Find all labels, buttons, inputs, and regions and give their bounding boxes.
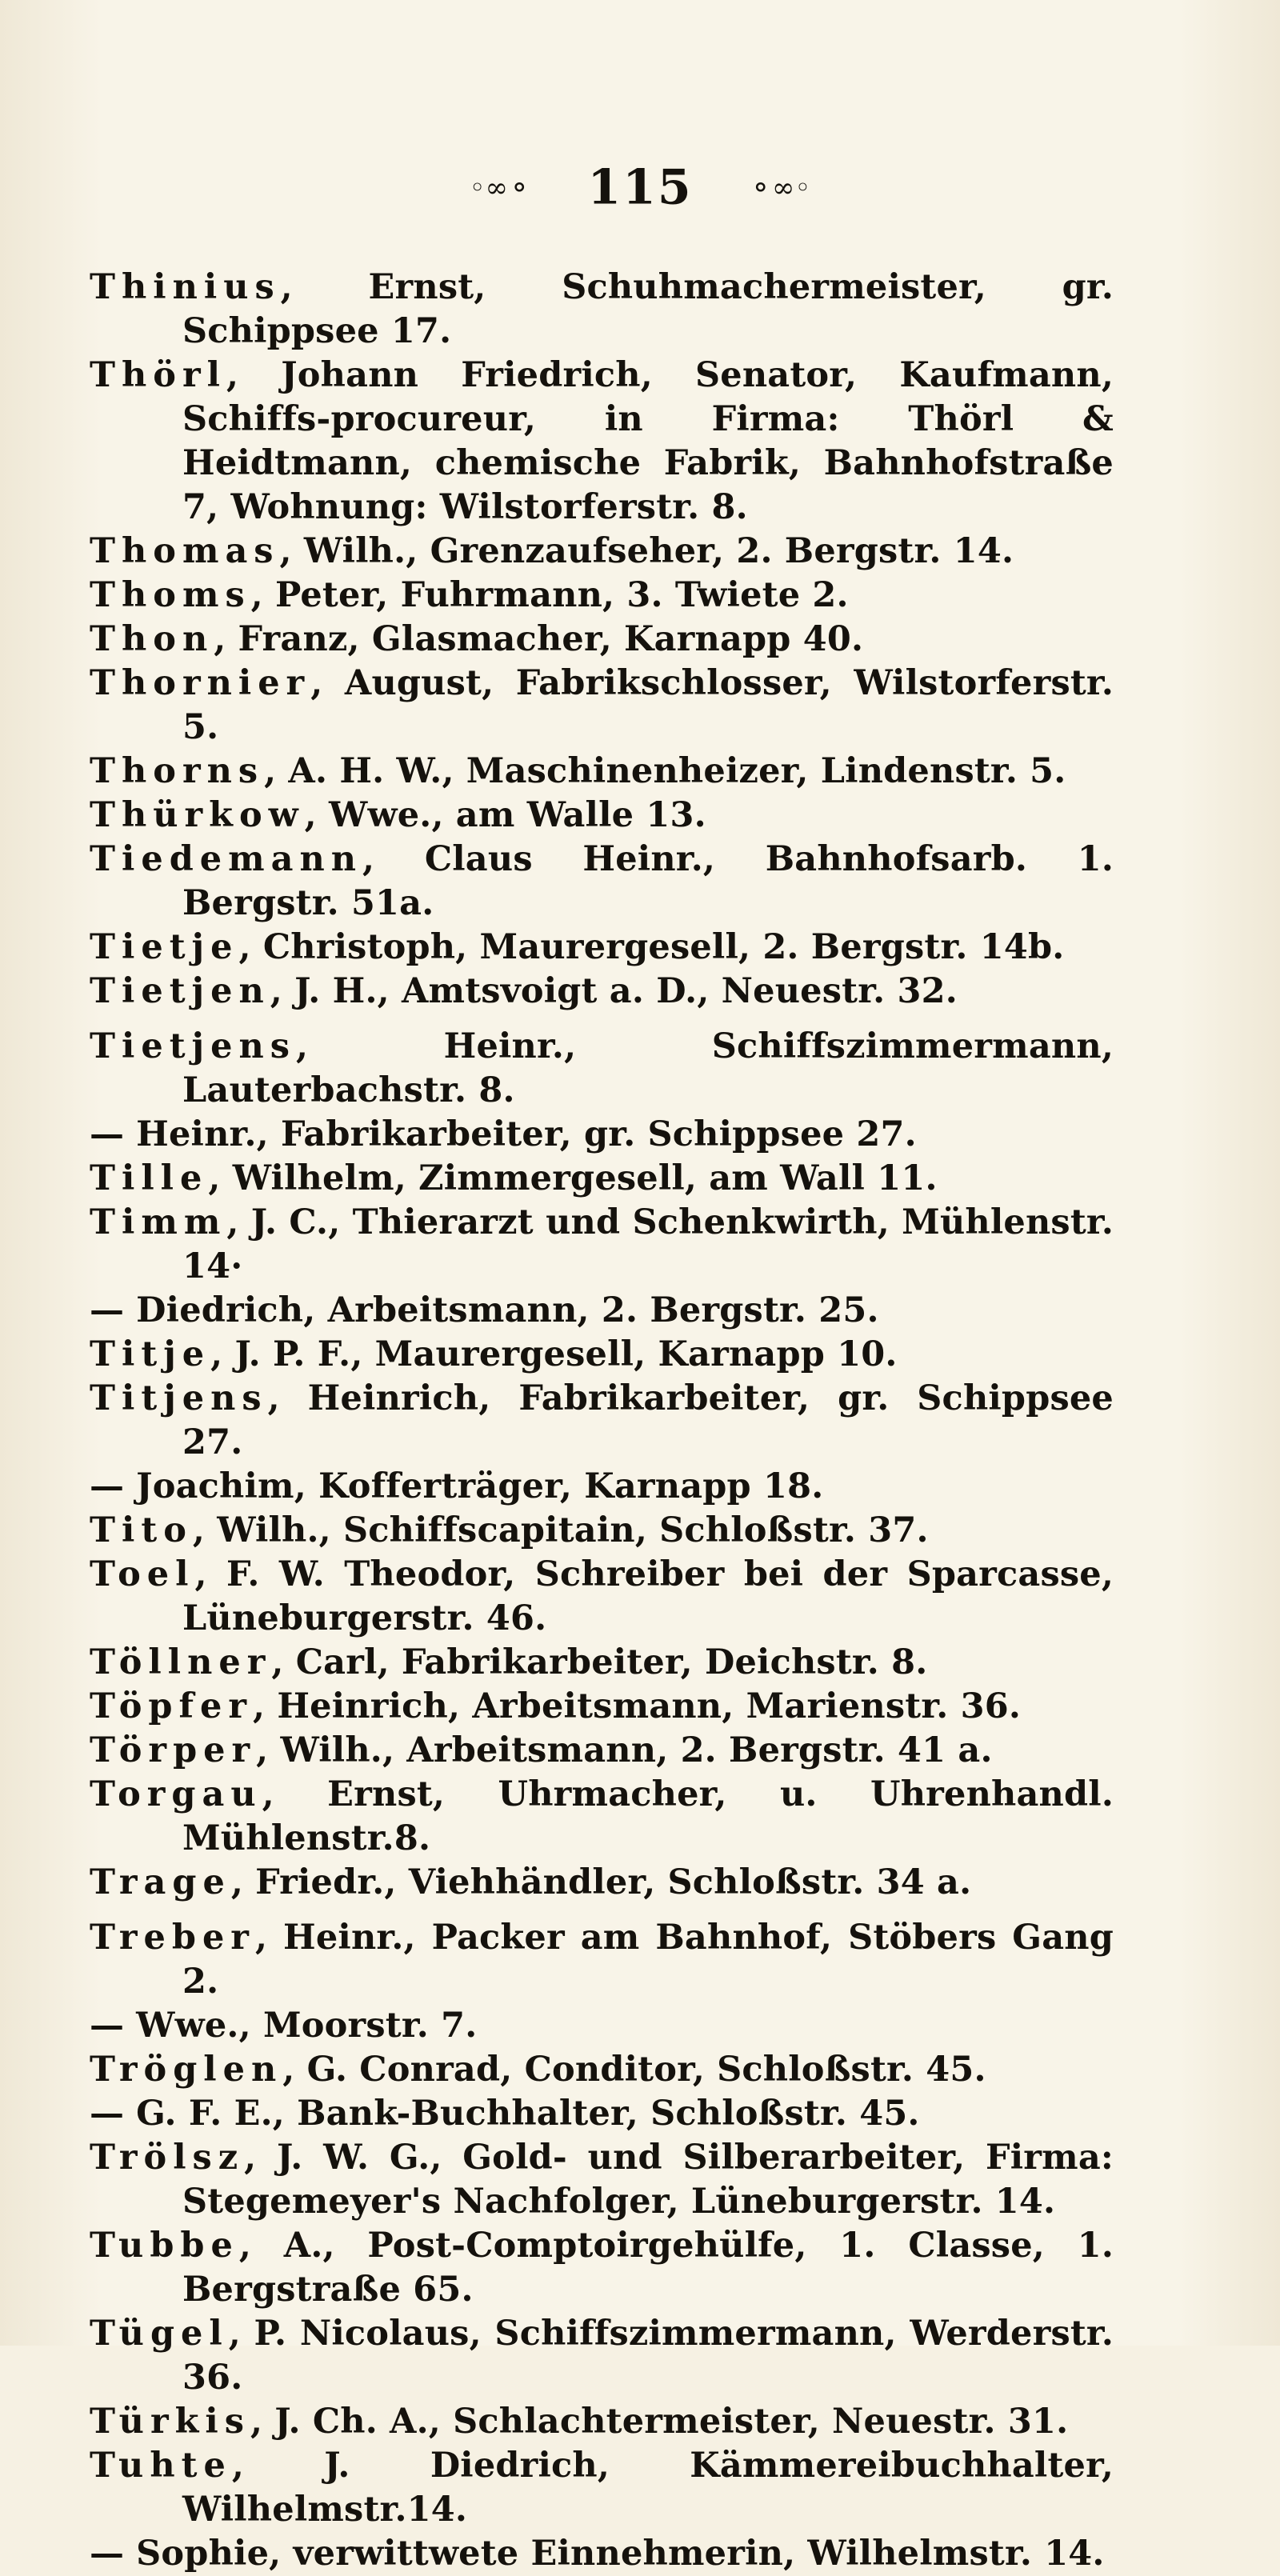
entry-surname: Treber	[90, 1918, 255, 1958]
directory-entry	[90, 1333, 1114, 1377]
directory-entry	[90, 1916, 1114, 2004]
entry-surname: Timm	[90, 1202, 227, 1242]
entry-details: , Ernst, Schuhmachermeister, gr. Schippsee 17.	[182, 267, 1114, 351]
ornament-left-icon: ◦∞⚬	[469, 171, 531, 204]
entry-details: , Heinrich, Arbeitsmann, Marienstr. 36.	[253, 1686, 1021, 1726]
entry-details: , Wilh., Schiffscapitain, Schloßstr. 37.	[192, 1510, 929, 1550]
directory-entry	[90, 1729, 1114, 1773]
directory-entry	[90, 1641, 1114, 1685]
entry-surname: Thoms	[90, 575, 251, 615]
entry-details: , G. Conrad, Conditor, Schloßstr. 45.	[282, 2050, 986, 2090]
directory-entry	[90, 618, 1114, 662]
continuation-dash: —	[90, 1466, 124, 1506]
entry-surname: Tille	[90, 1158, 209, 1198]
entry-details: , J. W. G., Gold- und Silberarbeiter, Firma: Stegemeyer's Nachfolger, Lüneburgerstr. 14.	[182, 2138, 1114, 2222]
directory-entry	[90, 2048, 1114, 2092]
entry-details: , J. Ch. A., Schlachtermeister, Neuestr. 31.	[250, 2402, 1069, 2442]
ornament-right-icon: ⚬∞◦	[749, 171, 811, 204]
entry-details: Wwe., Moorstr. 7.	[124, 2006, 478, 2046]
entry-details: Heinr., Fabrikarbeiter, gr. Schippsee 27.	[124, 1114, 917, 1154]
directory-entry	[90, 1861, 1114, 1905]
directory-entry	[90, 838, 1114, 926]
entry-details: , Wilhelm, Zimmergesell, am Wall 11.	[208, 1158, 938, 1198]
entry-surname: Tügel	[90, 2314, 229, 2354]
entry-details: Diedrich, Arbeitsmann, 2. Bergstr. 25.	[124, 1290, 879, 1330]
continuation-dash: —	[90, 1290, 124, 1330]
entry-surname: Thorns	[90, 751, 265, 791]
entry-details: , A. H. W., Maschinenheizer, Lindenstr. 5.	[264, 751, 1066, 791]
entry-surname: Thürkow	[90, 795, 305, 835]
directory-entry	[90, 2312, 1114, 2400]
entry-surname: Thornier	[90, 663, 311, 703]
entry-details: , Wwe., am Walle 13.	[304, 795, 706, 835]
entry-details: , Franz, Glasmacher, Karnapp 40.	[214, 619, 864, 659]
entry-surname: Thomas	[90, 531, 280, 571]
entry-surname: Titje	[90, 1334, 211, 1374]
page-header	[0, 159, 1280, 216]
entry-surname: Thinius	[90, 267, 281, 307]
entry-details: Sophie, verwittwete Einnehmerin, Wilhelmstr. 14.	[124, 2534, 1105, 2574]
continuation-dash: —	[90, 2006, 124, 2046]
entry-surname: Toel	[90, 1554, 195, 1594]
directory-entry	[90, 1773, 1114, 1861]
entry-details: , Wilh., Grenzaufseher, 2. Bergstr. 14.	[279, 531, 1014, 571]
directory-entry	[90, 266, 1114, 354]
directory-entry	[90, 1025, 1114, 1113]
entry-surname: Trölsz	[90, 2138, 245, 2178]
directory-entry	[90, 1157, 1114, 1201]
entry-surname: Trage	[90, 1862, 231, 1902]
directory-entry	[90, 530, 1114, 574]
directory-entry	[90, 1201, 1114, 1289]
directory-entry	[90, 794, 1114, 838]
entry-surname: Tuhte	[90, 2446, 232, 2486]
directory-entry	[90, 354, 1114, 530]
directory-entries	[90, 266, 1114, 2576]
entry-details: , Wilh., Arbeitsmann, 2. Bergstr. 41 a.	[256, 1730, 993, 1770]
directory-entry-continuation	[90, 2092, 1114, 2136]
entry-details: , J. P. F., Maurergesell, Karnapp 10.	[210, 1334, 898, 1374]
page-number: 115	[587, 159, 693, 216]
entry-details: , August, Fabrikschlosser, Wilstorferstr. 5.	[182, 663, 1114, 747]
entry-details: , Heinrich, Fabrikarbeiter, gr. Schippsee 27.	[182, 1378, 1114, 1462]
entry-details: , Heinr., Schiffszimmermann, Lauterbachstr. 8.	[182, 1026, 1114, 1110]
entry-details: , Carl, Fabrikarbeiter, Deichstr. 8.	[271, 1642, 928, 1682]
entry-surname: Töpfer	[90, 1686, 254, 1726]
directory-entry	[90, 970, 1114, 1014]
directory-entry	[90, 1377, 1114, 1465]
entry-surname: Törper	[90, 1730, 257, 1770]
entry-details: Joachim, Kofferträger, Karnapp 18.	[124, 1466, 824, 1506]
entry-surname: Türkis	[90, 2402, 250, 2442]
entry-details: , Christoph, Maurergesell, 2. Bergstr. 14b.	[238, 927, 1065, 967]
entry-surname: Töllner	[90, 1642, 272, 1682]
entry-surname: Tubbe	[90, 2226, 239, 2266]
entry-details: , Claus Heinr., Bahnhofsarb. 1. Bergstr. 51a.	[182, 839, 1114, 923]
directory-entry	[90, 2136, 1114, 2224]
directory-entry	[90, 2224, 1114, 2312]
entry-details: G. F. E., Bank-Buchhalter, Schloßstr. 45.	[124, 2094, 920, 2134]
entry-details: , Heinr., Packer am Bahnhof, Stöbers Gang 2.	[182, 1918, 1114, 2002]
entry-details: , J. C., Thierarzt und Schenkwirth, Mühlenstr. 14·	[182, 1202, 1114, 1286]
directory-entry	[90, 2400, 1114, 2444]
entry-details: , Johann Friedrich, Senator, Kaufmann, Schiffs-procureur, in Firma: Thörl & Heidtmann, chemische Fabrik, Bahnhofstraße 7, Wohnung: Wilstorferstr. 8.	[182, 355, 1114, 527]
directory-entry-continuation	[90, 1289, 1114, 1333]
directory-entry	[90, 926, 1114, 970]
directory-entry	[90, 662, 1114, 750]
entry-details: , P. Nicolaus, Schiffszimmermann, Werderstr. 36.	[182, 2314, 1114, 2398]
entry-details: , J. H., Amtsvoigt a. D., Neuestr. 32.	[270, 971, 958, 1011]
directory-entry	[90, 1685, 1114, 1729]
entry-details: , J. Diedrich, Kämmereibuchhalter, Wilhelmstr.14.	[182, 2446, 1114, 2530]
directory-entry-continuation	[90, 2004, 1114, 2048]
entry-surname: Tito	[90, 1510, 193, 1550]
directory-entry	[90, 2444, 1114, 2532]
entry-details: , Peter, Fuhrmann, 3. Twiete 2.	[250, 575, 849, 615]
entry-surname: Tröglen	[90, 2050, 283, 2090]
directory-entry	[90, 1553, 1114, 1641]
continuation-dash: —	[90, 2094, 124, 2134]
directory-entry-continuation	[90, 2532, 1114, 2576]
entry-surname: Torgau	[90, 1774, 262, 1814]
directory-entry-continuation	[90, 1465, 1114, 1509]
entry-surname: Thörl	[90, 355, 226, 395]
entry-surname: Tietjens	[90, 1026, 296, 1066]
directory-entry	[90, 1509, 1114, 1553]
entry-surname: Thon	[90, 619, 214, 659]
entry-details: , F. W. Theodor, Schreiber bei der Sparcasse, Lüneburgerstr. 46.	[182, 1554, 1114, 1638]
entry-details: , A., Post-Comptoirgehülfe, 1. Classe, 1. Bergstraße 65.	[182, 2226, 1114, 2310]
directory-entry-continuation	[90, 1113, 1114, 1157]
entry-details: , Ernst, Uhrmacher, u. Uhrenhandl. Mühlenstr.8.	[182, 1774, 1114, 1858]
entry-surname: Tietje	[90, 927, 239, 967]
directory-entry	[90, 750, 1114, 794]
entry-surname: Tietjen	[90, 971, 270, 1011]
continuation-dash: —	[90, 2534, 124, 2574]
entry-details: , Friedr., Viehhändler, Schloßstr. 34 a.	[230, 1862, 972, 1902]
directory-entry	[90, 574, 1114, 618]
continuation-dash: —	[90, 1114, 124, 1154]
entry-surname: Tiedemann	[90, 839, 363, 879]
entry-surname: Titjens	[90, 1378, 268, 1418]
